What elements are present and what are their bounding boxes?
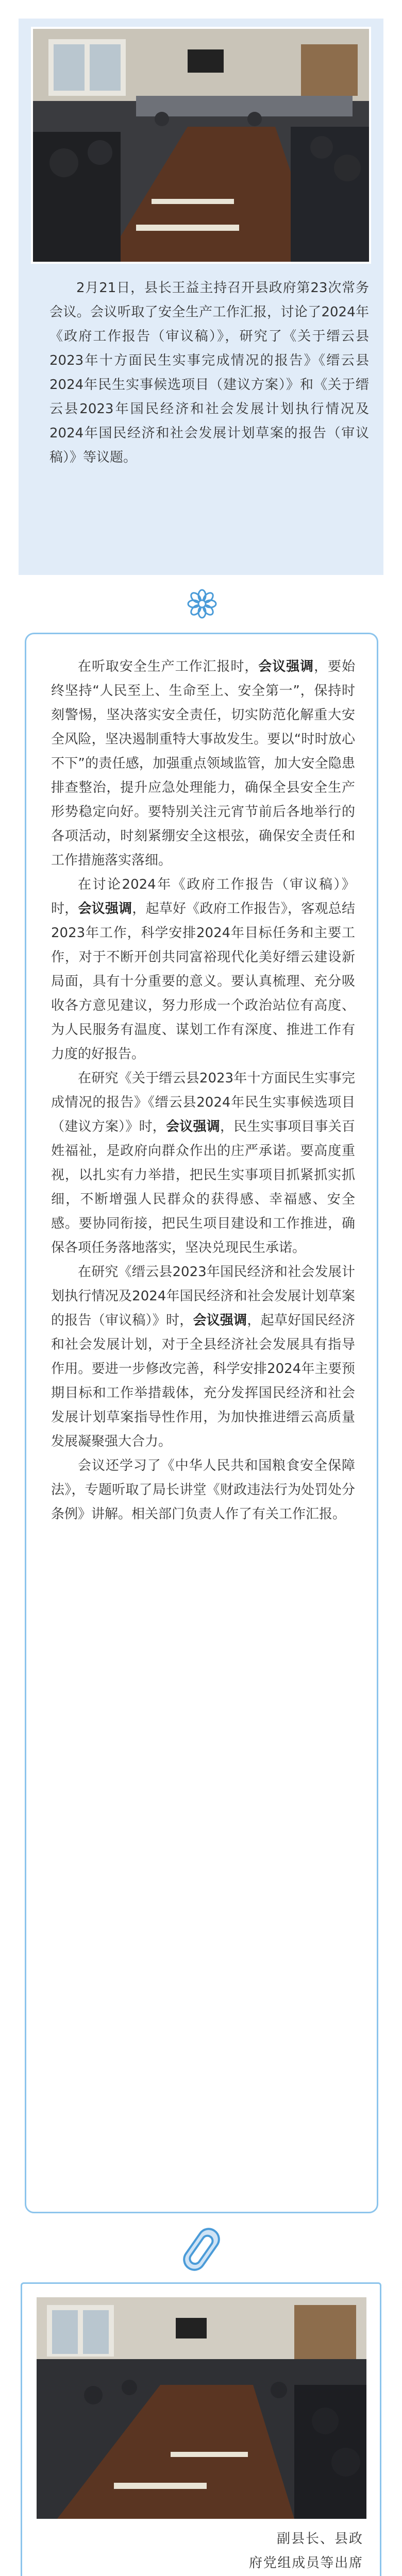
meeting-photo-top — [31, 27, 371, 264]
photo-caption: 副县长、县政府党组成员等出席 — [249, 2531, 362, 2571]
intro-paragraph: 2月21日，县长王益主持召开县政府第23次常务会议。会议听取了安全生产工作汇报，讨论了2024年《政府工作报告（审议稿）》，研究了《关于缙云县2023年十方面民生实事完成情况的报告》《缙云县2024年民生实事候选项目（建议方案）》和《关于缙云县2023年国民经济和社会发展计划执行情况及2024年国民经济和社会发展计划草案的报告（审议稿）》等议题。 — [49, 280, 369, 465]
paragraph-study: 会议还学习了《中华人民共和国粮食安全保障法》，专题听取了局长讲堂《财政违法行为处罚处分条例》讲解。相关部门负责人作了有关工作汇报。 — [51, 1458, 355, 1522]
paragraph-livelihood: 在研究《关于缙云县2023年十方面民生实事完成情况的报告》《缙云县2024年民生实事候选项目（建议方案）》时，会议强调，民生实事项目事关百姓福祉，是政府向群众作出的庄严承诺。要高度重视，以扎实有力举措，把民生实事项目抓紧抓实抓细，不断增强人民群众的获得感、幸福感、安全感。要协同衔接，把民生项目建设和工作推进，确保各项任务落地落实，坚决兑现民生承诺。 — [51, 1071, 355, 1256]
intro-card — [19, 19, 383, 575]
paragraph-work-report: 在讨论2024年《政府工作报告（审议稿）》时，会议强调，起草好《政府工作报告》，客观总结2023年工作，科学安排2024年目标任务和主要工作，对于不断开创共同富裕现代化美好缙云建设新局面，具有十分重要的意义。要认真梳理、充分吸收各方意见建议，努力形成一个政治站位有高度、为人民服务有温度、谋划工作有深度、推进工作有力度的好报告。 — [51, 877, 355, 1062]
content-frame — [25, 633, 378, 2213]
paragraph-economic-plan: 在研究《缙云县2023年国民经济和社会发展计划执行情况及2024年国民经济和社会发展计划草案的报告（审议稿）》时，会议强调，起草好国民经济和社会发展计划，对于全县经济社会发展具有指导作用。要进一步修改完善，科学安排2024年主要预期目标和工作举措载体，充分发挥国民经济和社会发展计划草案指导性作用，为加快推进缙云高质量发展凝聚强大合力。 — [51, 1264, 355, 1449]
closing-card — [21, 2282, 381, 2576]
flower-icon — [186, 587, 219, 620]
paragraph-safety: 在听取安全生产工作汇报时，会议强调，要始终坚持“人民至上、生命至上、安全第一”，保持时刻警惕，坚决落实安全责任，切实防范化解重大安全风险，坚决遏制重特大事故发生。要以“时时放心不下”的责任感，加强重点领域监管，加大安全隐患排查整治，提升应急处理能力，确保全县安全生产形势稳定向好。要特别关注元宵节前后各地举行的各项活动，时刻紧绷安全这根弦，确保安全责任和工作措施落实落细。 — [51, 659, 355, 868]
article-body — [51, 655, 355, 1527]
meeting-photo-bottom — [37, 2297, 366, 2519]
paperclip-icon — [178, 2223, 225, 2276]
